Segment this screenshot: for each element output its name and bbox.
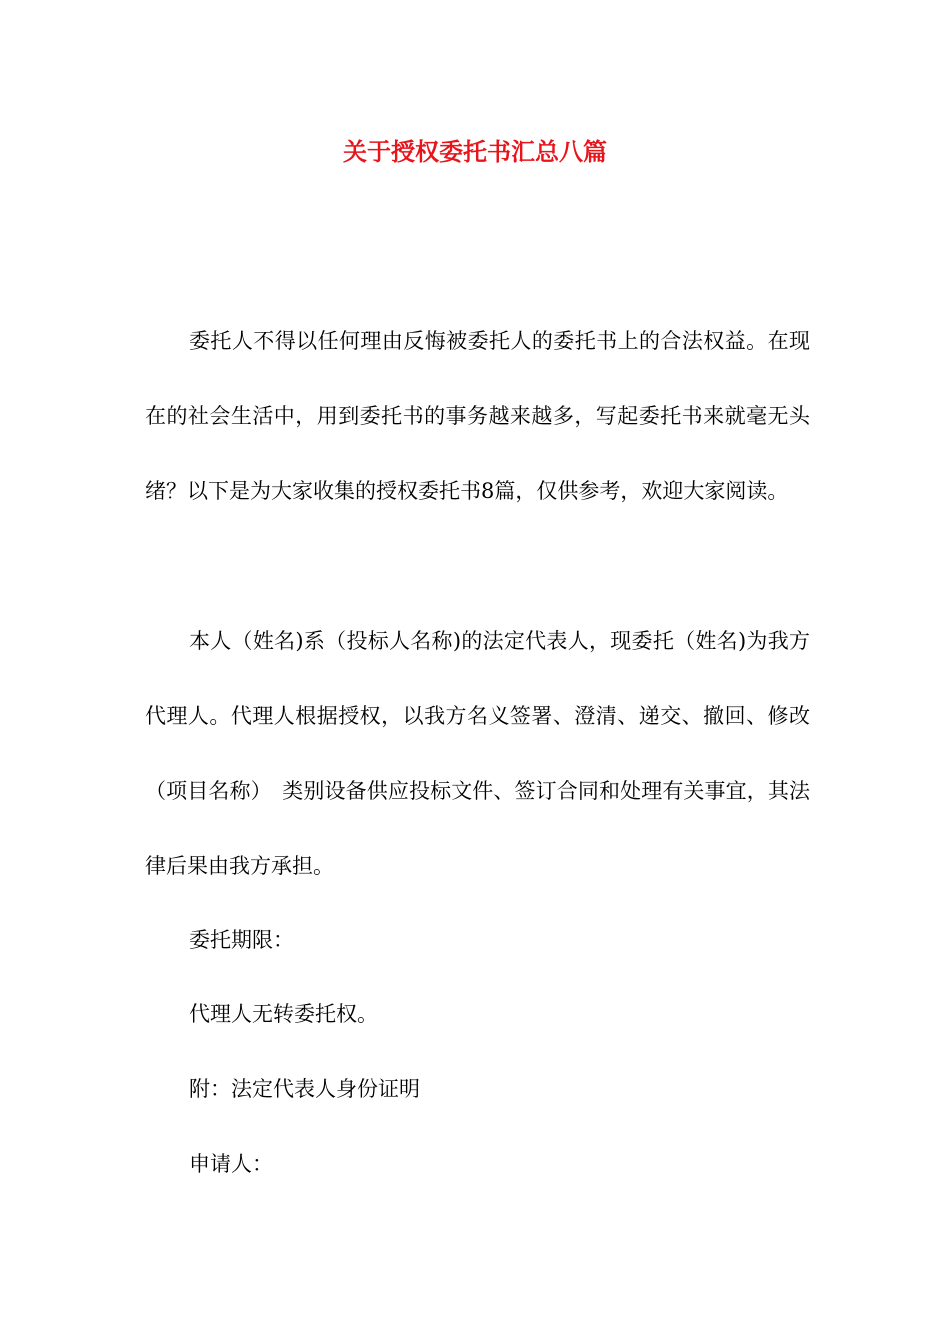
no-subdelegation-line: 代理人无转委托权。	[189, 1002, 378, 1026]
intro-paragraph: 委托人不得以任何理由反悔被委托人的委托书上的合法权益。在现在的社会生活中，用到委托书的事务越来越多，写起委托书来就毫无头绪？以下是为大家收集的授权委托书8篇，仅供参考，欢迎大家阅读。	[145, 329, 810, 503]
document-title: 关于授权委托书汇总八篇	[343, 137, 607, 166]
entrust-period-line: 委托期限：	[189, 928, 294, 952]
authorization-paragraph: 本人（姓名)系（投标人名称)的法定代表人，现委托（姓名)为我方代理人。代理人根据授权，以我方名义签署、澄清、递交、撤回、修改（项目名称） 类别设备供应投标文件、签订合同和处理有关事宜，其法律后果由我方承担。	[145, 629, 810, 878]
attachment-line: 附：法定代表人身份证明	[189, 1077, 420, 1101]
applicant-line: 申请人：	[189, 1152, 273, 1176]
